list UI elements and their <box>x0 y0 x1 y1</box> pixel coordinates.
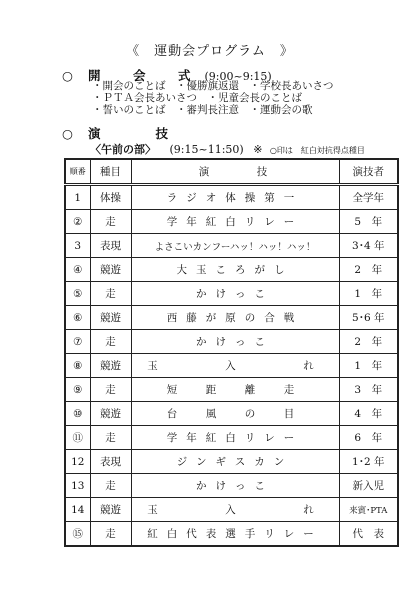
row-performer: 来賓･PTA <box>339 498 398 522</box>
row-type: 体操 <box>90 185 131 210</box>
table-row <box>65 498 398 522</box>
row-number: ⑩ <box>65 402 90 426</box>
row-performer: 1 年 <box>339 354 398 378</box>
row-event: 学年紅白リレー <box>131 426 339 450</box>
table-row <box>65 258 398 282</box>
session-label: 〈午前の部〉 <box>90 143 156 156</box>
row-number: ⑤ <box>65 282 90 306</box>
row-performer: 代 表 <box>339 522 398 547</box>
row-performer: 全学年 <box>339 185 398 210</box>
table-row <box>65 282 398 306</box>
opening-line: ・誓いのことば ・審判長注意 ・運動会の歌 <box>92 104 313 116</box>
table-row <box>65 522 398 547</box>
row-type: 表現 <box>90 234 131 258</box>
table-row <box>65 474 398 498</box>
opening-time: (9:00~9:15) <box>204 70 272 83</box>
opening-items <box>92 80 334 116</box>
table-row <box>65 185 398 210</box>
opening-heading: 開 会 式 <box>87 68 201 83</box>
table-row <box>65 210 398 234</box>
row-performer: 新入児 <box>339 474 398 498</box>
row-number: ⑮ <box>65 522 90 547</box>
row-event: 玉 入 れ <box>131 354 339 378</box>
opening-line: ・ＰＴＡ会長あいさつ ・児童会長のことば <box>92 92 302 104</box>
table-row <box>65 234 398 258</box>
page-title: 《 運動会プログラム 》 <box>126 44 294 59</box>
header-event: 演 技 <box>131 159 339 185</box>
header-order: 順番 <box>65 159 90 185</box>
row-type: 走 <box>90 330 131 354</box>
row-type: 競遊 <box>90 258 131 282</box>
row-event: ラジオ体操第一 <box>131 185 339 210</box>
row-type: 走 <box>90 282 131 306</box>
table-row <box>65 354 398 378</box>
row-performer: 4 年 <box>339 402 398 426</box>
row-type: 走 <box>90 210 131 234</box>
row-type: 走 <box>90 474 131 498</box>
row-type: 走 <box>90 378 131 402</box>
table-row <box>65 426 398 450</box>
row-number: 13 <box>65 474 90 498</box>
circle-bullet-icon: ○ <box>62 126 73 141</box>
row-number: ⑦ <box>65 330 90 354</box>
row-number: ② <box>65 210 90 234</box>
row-performer: 1 年 <box>339 282 398 306</box>
row-performer: 3 年 <box>339 378 398 402</box>
row-performer: 6 年 <box>339 426 398 450</box>
opening-line: ・開会のことば ・優勝旗返還 ・学校長あいさつ <box>92 80 334 92</box>
row-number: ⑪ <box>65 426 90 450</box>
row-number: ⑧ <box>65 354 90 378</box>
row-type: 表現 <box>90 450 131 474</box>
scoring-note: ○印は 紅白対抗得点種目 <box>269 146 365 155</box>
row-event: 短 距 離 走 <box>131 378 339 402</box>
morning-session-line <box>90 141 365 157</box>
events-heading: 演 技 <box>87 126 178 141</box>
row-event: 台 風 の 目 <box>131 402 339 426</box>
row-event: 玉 入 れ <box>131 498 339 522</box>
session-time: (9:15~11:50) <box>169 143 244 156</box>
row-event: よさこいカンフーハッ！ハッ！ハッ！ <box>131 234 339 258</box>
table-row <box>65 378 398 402</box>
row-performer: 3･4 年 <box>339 234 398 258</box>
row-type: 走 <box>90 522 131 547</box>
header-type: 種目 <box>90 159 131 185</box>
table-row <box>65 330 398 354</box>
row-event: 紅白代表選手リレー <box>131 522 339 547</box>
row-event: 大玉ころがし <box>131 258 339 282</box>
table-row <box>65 306 398 330</box>
circle-bullet-icon: ○ <box>62 68 73 83</box>
row-number: 12 <box>65 450 90 474</box>
note-mark: ※ <box>253 143 263 156</box>
row-number: 14 <box>65 498 90 522</box>
row-event: かけっこ <box>131 282 339 306</box>
row-number: 1 <box>65 185 90 210</box>
program-table <box>64 158 399 547</box>
header-performer: 演技者 <box>339 159 398 185</box>
row-event: かけっこ <box>131 330 339 354</box>
row-number: ④ <box>65 258 90 282</box>
row-type: 競遊 <box>90 354 131 378</box>
row-type: 競遊 <box>90 402 131 426</box>
row-performer: 5 年 <box>339 210 398 234</box>
row-performer: 5･6 年 <box>339 306 398 330</box>
row-event: 学年紅白リレー <box>131 210 339 234</box>
table-row <box>65 450 398 474</box>
row-type: 競遊 <box>90 306 131 330</box>
row-type: 競遊 <box>90 498 131 522</box>
row-number: ⑨ <box>65 378 90 402</box>
row-event: かけっこ <box>131 474 339 498</box>
row-performer: 2 年 <box>339 258 398 282</box>
events-section-heading <box>62 124 178 142</box>
row-event: ジンギスカン <box>131 450 339 474</box>
row-performer: 2 年 <box>339 330 398 354</box>
row-number: ⑥ <box>65 306 90 330</box>
row-event: 西藤が原の合戦 <box>131 306 339 330</box>
table-header-row <box>65 159 398 185</box>
row-number: 3 <box>65 234 90 258</box>
table-row <box>65 402 398 426</box>
row-type: 走 <box>90 426 131 450</box>
row-performer: 1･2 年 <box>339 450 398 474</box>
